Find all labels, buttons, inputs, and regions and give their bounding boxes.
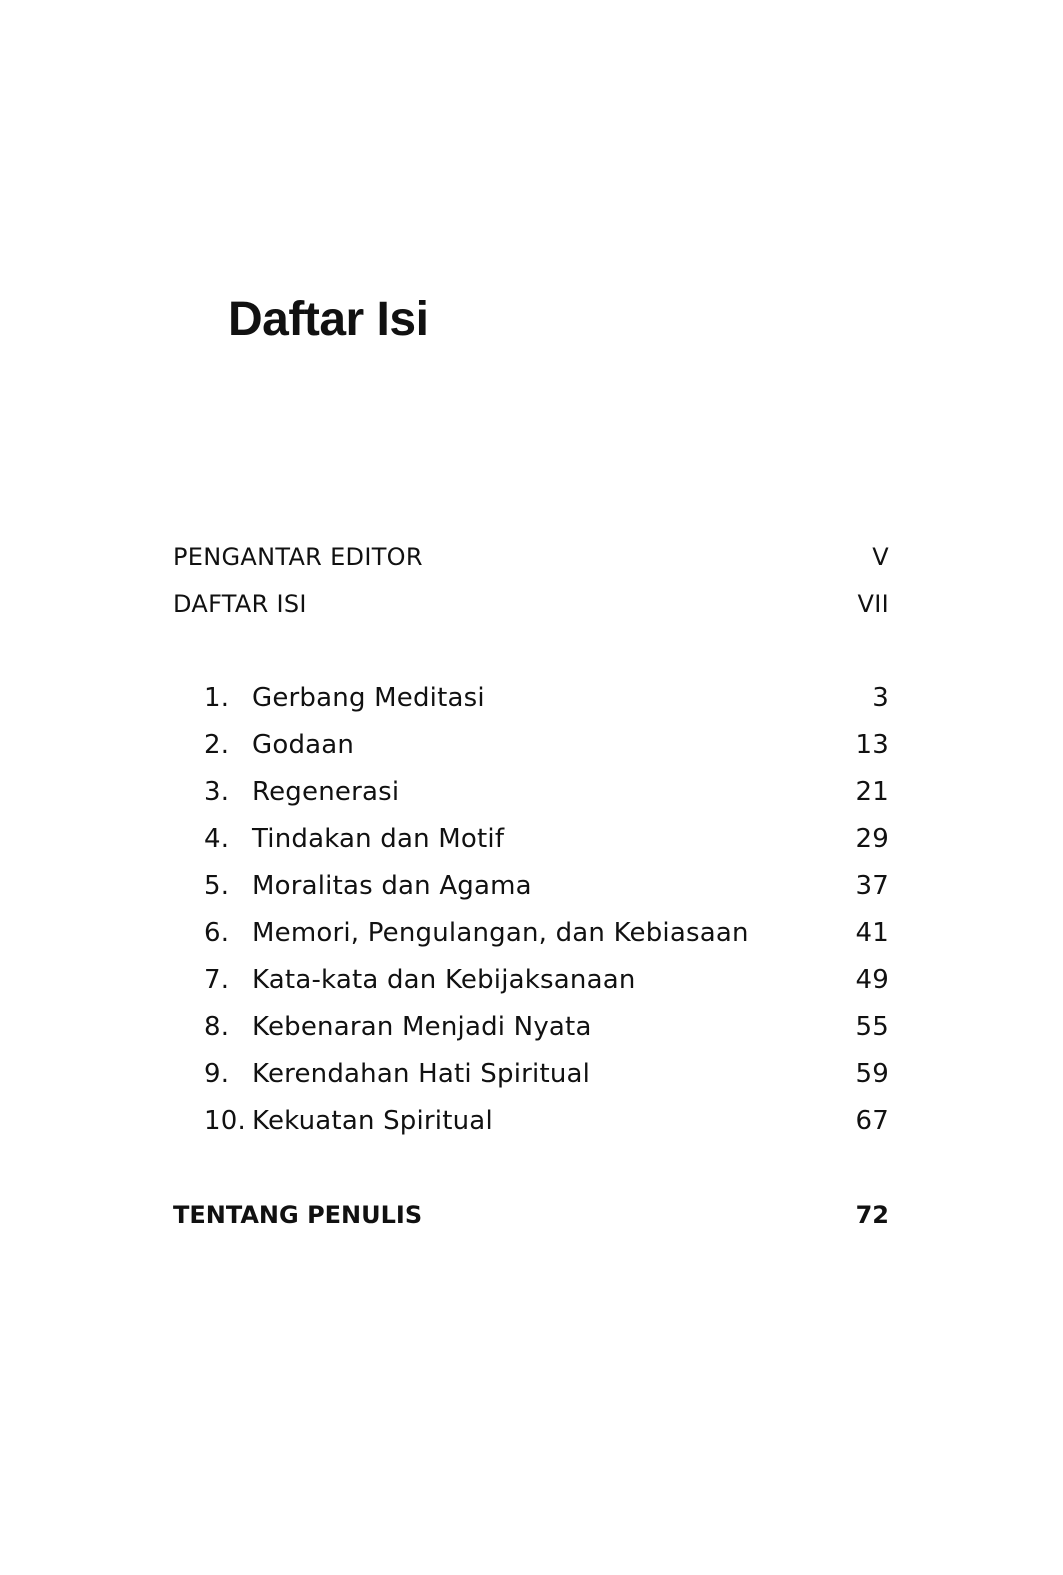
chapter-title: Regenerasi bbox=[252, 776, 400, 807]
toc-entry-daftar-isi[interactable] bbox=[173, 580, 889, 627]
chapter-number: 8. bbox=[204, 1011, 230, 1042]
spacer bbox=[173, 1144, 889, 1191]
chapter-page: 67 bbox=[855, 1105, 889, 1136]
toc-chapter-10[interactable] bbox=[173, 1097, 889, 1144]
chapter-page: 13 bbox=[855, 729, 889, 760]
toc-entry-pengantar-editor[interactable] bbox=[173, 533, 889, 580]
toc-entry-page: 72 bbox=[855, 1200, 889, 1229]
chapter-number: 2. bbox=[204, 729, 230, 760]
toc-chapter-6[interactable] bbox=[173, 909, 889, 956]
toc-chapter-2[interactable] bbox=[173, 721, 889, 768]
toc-entry-page: V bbox=[872, 542, 889, 571]
toc-chapter-8[interactable] bbox=[173, 1003, 889, 1050]
toc-entry-tentang-penulis[interactable] bbox=[173, 1191, 889, 1238]
toc-chapter-7[interactable] bbox=[173, 956, 889, 1003]
toc-chapter-4[interactable] bbox=[173, 815, 889, 862]
chapter-title: Memori, Pengulangan, dan Kebiasaan bbox=[252, 917, 749, 948]
chapter-page: 41 bbox=[855, 917, 889, 948]
toc-chapter-5[interactable] bbox=[173, 862, 889, 909]
chapter-title: Godaan bbox=[252, 729, 355, 760]
toc-chapter-1[interactable] bbox=[173, 674, 889, 721]
chapter-title: Kebenaran Menjadi Nyata bbox=[252, 1011, 592, 1042]
chapter-number: 9. bbox=[204, 1058, 230, 1089]
chapter-number: 4. bbox=[204, 823, 230, 854]
chapter-title: Kerendahan Hati Spiritual bbox=[252, 1058, 591, 1089]
toc-chapter-3[interactable] bbox=[173, 768, 889, 815]
spacer bbox=[173, 627, 889, 674]
chapter-number: 3. bbox=[204, 776, 230, 807]
page-title: Daftar Isi bbox=[228, 293, 429, 346]
chapter-page: 55 bbox=[855, 1011, 889, 1042]
toc-entry-label: DAFTAR ISI bbox=[173, 589, 307, 618]
chapter-title: Kata-kata dan Kebijaksanaan bbox=[252, 964, 636, 995]
toc-entry-page: VII bbox=[857, 589, 889, 618]
chapter-number: 7. bbox=[204, 964, 230, 995]
chapter-title: Tindakan dan Motif bbox=[252, 823, 505, 854]
chapter-title: Kekuatan Spiritual bbox=[252, 1105, 493, 1136]
toc-chapter-9[interactable] bbox=[173, 1050, 889, 1097]
chapter-number: 6. bbox=[204, 917, 230, 948]
table-of-contents bbox=[173, 533, 889, 1238]
chapter-page: 3 bbox=[872, 682, 889, 713]
chapter-page: 29 bbox=[855, 823, 889, 854]
chapter-page: 21 bbox=[855, 776, 889, 807]
toc-entry-label: TENTANG PENULIS bbox=[173, 1200, 423, 1229]
toc-entry-label: PENGANTAR EDITOR bbox=[173, 542, 423, 571]
chapter-page: 59 bbox=[855, 1058, 889, 1089]
chapter-number: 1. bbox=[204, 682, 230, 713]
chapter-page: 49 bbox=[855, 964, 889, 995]
chapter-number: 10. bbox=[204, 1105, 246, 1136]
chapter-number: 5. bbox=[204, 870, 230, 901]
chapter-title: Gerbang Meditasi bbox=[252, 682, 485, 713]
chapter-title: Moralitas dan Agama bbox=[252, 870, 532, 901]
chapter-page: 37 bbox=[855, 870, 889, 901]
